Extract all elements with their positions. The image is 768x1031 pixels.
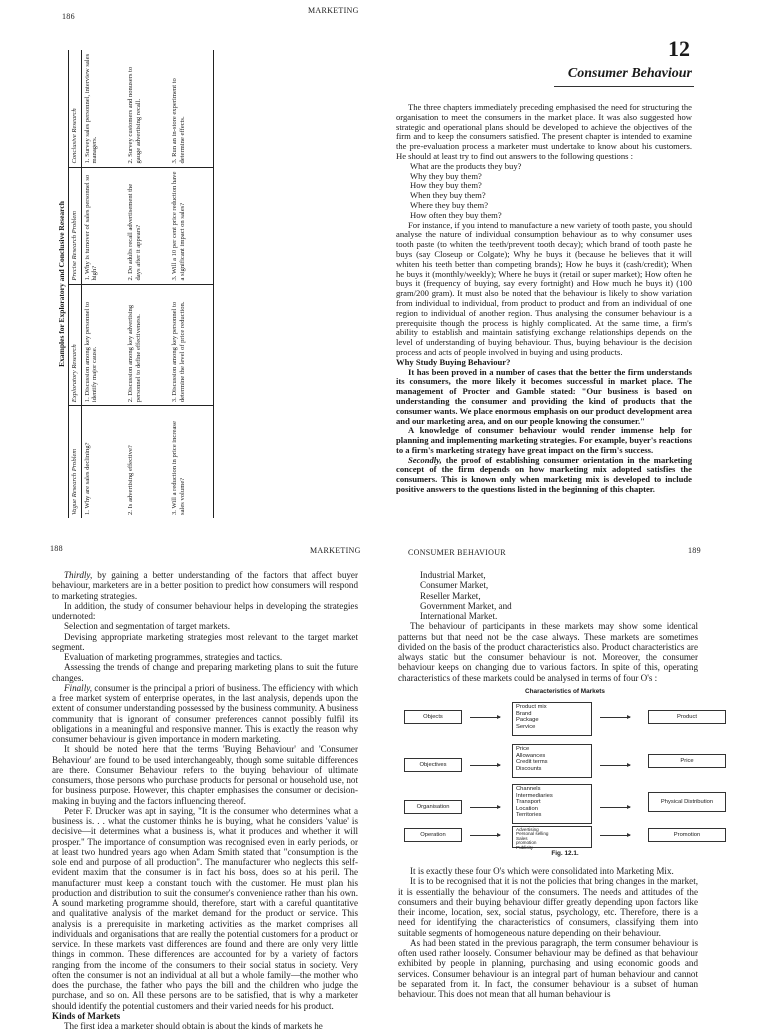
question-item: When they buy them? xyxy=(410,190,486,201)
figure-arrow xyxy=(600,807,630,808)
table-row xyxy=(81,50,125,518)
table-cell: 1. Why is turnover of sales personnel so high? xyxy=(81,167,125,284)
figure-mid-box xyxy=(512,826,592,848)
figure-mid-box xyxy=(512,784,592,824)
body-paragraph: For instance, if you intend to manufacture a new variety of tooth paste, you should analyse the nature of individual consumption behaviour as to why consumer uses tooth paste (to whiten the teeth/prevent tooth decay); which brand of tooth paste he buys (say Closeup or Colgate); Why he buys it (because he believes that it will whiten his teeth better than competing brands); How he buys it (cash/credit); When he buys it (monthly/weekly); Where he buys it (retail or super market); How often he buys it (frequency of buying, say every fortnight) and How much he buys it) (100 gram/200 gram). It must also be noted that the behaviour is likely to show variation from individual to individual, from product to product and from an individual of one region to individual of another region. Thus analysing the consumer behaviour is a prerequisite though the process is highly complicated. At the same time, a firm's ability to establish and maintain satisfying exchange relationships depends on the level of understanding of buying behaviour. Thus, buying behaviour is the decision process and acts of people involved in buying and using products. xyxy=(396,219,693,357)
strategy-item: Selection and segmentation of target markets. xyxy=(64,621,230,632)
lead-word: Finally, xyxy=(64,682,93,693)
figure-arrow xyxy=(470,835,500,836)
chapter-rule xyxy=(554,86,694,87)
page-187 xyxy=(384,0,768,530)
running-header: MARKETING xyxy=(310,546,361,555)
table-cell: 2. Discussion among key advertising personnel to define effectiveness. xyxy=(125,284,169,406)
body-paragraph: In addition, the study of consumer behaviour helps in developing the strategies undernoted: xyxy=(52,600,358,621)
market-item: Reseller Market, xyxy=(420,590,481,601)
research-table xyxy=(68,50,214,518)
body-paragraph: The behaviour of participants in these markets may show some identical patterns but that need not be the case always. These markets are sometimes divided on the basis of the product characteristics also. Product characteristics are always static but the consumer behaviour is not. Moreover, the consumer behaviour keeps on changing due to various factors. In spite of this, operating characteristics of these markets could be analysed in terms of four O's : xyxy=(398,621,698,683)
table-cell: 1. Discussion among key personnel to identify major cause. xyxy=(81,284,125,406)
table-cell: 2. Is advertising effective? xyxy=(127,445,135,515)
body-paragraph xyxy=(52,683,358,745)
table-cell: 3. Run an in-store experiment to determine effects. xyxy=(169,50,213,167)
research-table-wrapper xyxy=(56,50,218,518)
table-cell: 2. Do adults recall advertisement the days after it appears? xyxy=(125,167,169,284)
section-heading: Kinds of Markets xyxy=(52,1010,121,1021)
market-item: Consumer Market, xyxy=(420,580,489,591)
body-paragraph: It is to be recognised that it is not the policies that bring changes in the market, it is essentially the behaviour of the consumers. The needs and attitudes of the consumers and their buying behaviour differ greatly depending upon factors like their income, location, sex, social status, psychology, etc. Therefore, there is a need for identifying the characteristics of consumers, classifying them into suitable segments of homogeneous nature depending on their behaviour. xyxy=(398,876,698,938)
figure-left-box: Operation xyxy=(404,828,462,842)
figure-right-box: Product xyxy=(648,710,726,724)
figure-mid-item: Brand xyxy=(516,710,532,717)
strategy-item: Devising appropriate marketing strategies most relevant to the target market segment. xyxy=(52,631,358,652)
body-paragraph: The first idea a marketer should obtain is about the kinds of markets he xyxy=(64,1021,323,1031)
figure-mid-item: Advertising xyxy=(516,827,539,832)
characteristics-of-markets-figure xyxy=(400,688,730,864)
table-cell: 1. Why are sales declining? xyxy=(83,442,91,515)
figure-right-box: Promotion xyxy=(648,828,726,842)
figure-arrow xyxy=(600,717,630,718)
figure-mid-item: Credit terms xyxy=(516,759,548,766)
running-header: MARKETING xyxy=(308,6,359,15)
research-table-rotated xyxy=(56,50,218,518)
chapter-number: 12 xyxy=(668,36,690,61)
table-cell: 2. Survey customers and nonusers to gauge advertising recall. xyxy=(125,50,169,167)
table-row xyxy=(125,50,169,518)
table-header: Conclusive Research xyxy=(69,50,82,167)
body-paragraph xyxy=(52,570,358,601)
figure-mid-item: Allowances xyxy=(516,752,546,759)
page-body xyxy=(52,570,358,1031)
question-item: How often they buy them? xyxy=(410,209,502,220)
table-caption: Examples for Exploratory and Conclusive Research xyxy=(57,201,66,367)
running-header: CONSUMER BEHAVIOUR xyxy=(408,548,506,557)
table-cell: 3. Will a 10 per cent price reduction have a significant impact on sales? xyxy=(169,167,213,284)
paragraph-text: by gaining a better understanding of the factors that affect buyer behaviour, marketers are in a better position to predict how consumers will respond to marketing strategies. xyxy=(52,570,358,601)
figure-mid-item: Sales xyxy=(516,835,528,841)
body-paragraph: As had been stated in the previous paragraph, the term consumer behaviour is often used rather loosely. Consumer behaviour may be defined as that behaviour exhibited by people in planning, purchasing and using economic goods and services. Consumer behaviour is an integral part of human behaviour and cannot be separated from it. In fact, the consumer behaviour is a subset of human behaviour. This does not mean that all human behaviour is xyxy=(398,937,698,999)
question-item: What are the products they buy? xyxy=(410,160,522,171)
figure-mid-item: Discounts xyxy=(516,765,542,772)
lead-word: Thirdly, xyxy=(64,570,93,580)
figure-mid-box xyxy=(512,744,592,778)
figure-arrow xyxy=(470,807,500,808)
figure-mid-item: Territories xyxy=(516,812,542,819)
figure-title: Characteristics of Markets xyxy=(525,688,605,695)
figure-left-box: Objects xyxy=(404,710,462,724)
table-row xyxy=(169,50,213,518)
page-body-top xyxy=(398,570,698,683)
market-item: International Market. xyxy=(420,611,498,621)
figure-mid-item: Price xyxy=(516,746,530,752)
paragraph-text: the proof of establishing consumer orientation in the marketing concept of the firm depends on how marketing mix adopted satisfies the consumers. This is known only when marketing mix is developed to include positive answers to the questions listed in the beginning of this chapter. xyxy=(396,454,692,495)
table-header: Precise Research Problem xyxy=(69,167,82,284)
table-cell: 3. Discussion among key personnel to determine the level of price reduction. xyxy=(169,284,213,406)
question-item: Where they buy them? xyxy=(410,199,489,210)
table-header-row xyxy=(69,50,82,518)
body-paragraph: Peter F. Drucker was apt in saying, "It is the consumer who determines what a business is. . . what the customer thinks he is buying, what he considers 'value' is decisive—it determines what a business is, what it produces and whether it will prosper." The importance of consumption was recognised even in early periods, or at least two hundred years ago when Adam Smith stated that "consumption is the sole end and purpose of all production". The manufacturer who neglects this self-evident maxim that the consumer is in fact his boss, does so at his peril. The manufacturer must keep a constant touch with the customer. He must plan his production and distribution to suit the consumer's convenience rather than his own. A sound marketing programme should, therefore, start with a careful quantitative and qualitative analysis of the market demand for the product or service. This analysis is a prerequisite in marketing activities as the market comprises all individuals and organisations that are really the potential customers for a product or service. In these markets vast differences are found and there are only very little things in common. These differences are accounted for by a variety of factors ranging from the income of the consumers to their social status in society. Very often the consumer is not an individual at all but a whole family—the mother who does the purchase, the father who pays the bill and the children who judge the purchase, and so on. All these persons are to be satisfied, that is why a marketer should identify the potential customers and their varied needs for his product. xyxy=(52,805,358,1011)
intro-paragraph: The three chapters immediately preceding emphasised the need for structuring the organisation to meet the consumers in the market place. It was also suggested how strategic and operational plans should be developed to achieve the objectives of the firm and to keep the consumers satisfied. The present chapter is intended to examine the pre-evaluation process a marketer must undertake to know about his customers. He should at least try to find out answers to the following questions : xyxy=(396,102,692,161)
chapter-body xyxy=(396,103,692,495)
paragraph-text: consumer is the principal a priori of business. The efficiency with which a free market system of enterprise operates, in the last analysis, depends upon the extent of consumer understanding possessed by the business community. A business community that is ignorant of consumer preferences cannot possibly fulfil its obligations in a meaningful and responsive manner. This is exactly the reason why consumer behaviour is given importance in modern marketing. xyxy=(52,682,358,744)
question-item: How they buy them? xyxy=(410,180,482,191)
figure-arrow xyxy=(600,765,630,766)
figure-arrow xyxy=(470,717,500,718)
body-paragraph: It is exactly these four O's which were consolidated into Marketing Mix. xyxy=(410,866,674,876)
table-cell: 3. Will a reduction in price increase sales volume? xyxy=(169,406,213,518)
figure-mid-item: Publicity xyxy=(516,844,534,850)
figure-arrow xyxy=(600,835,630,836)
page-number: 188 xyxy=(50,544,63,553)
market-item: Government Market, and xyxy=(420,600,512,611)
body-paragraph: A knowledge of consumer behaviour would render immense help for planning and implementing marketing strategies. For example, buyer's reactions to a firm's marketing strategy have great impact on the firm's success. xyxy=(396,425,692,455)
figure-left-box: Objectives xyxy=(404,758,462,772)
page-number: 186 xyxy=(62,12,75,21)
questions-list xyxy=(410,162,692,221)
figure-caption: Fig. 12.1. xyxy=(551,850,579,857)
page-number: 189 xyxy=(688,546,701,555)
table-header: Vague Research Problem xyxy=(69,406,82,518)
market-item: Industrial Market, xyxy=(420,570,486,580)
figure-mid-item: Service xyxy=(516,723,536,730)
chapter-title: Consumer Behaviour xyxy=(567,66,692,81)
markets-list xyxy=(420,570,698,621)
figure-mid-item: Intermediaries xyxy=(516,792,553,799)
figure-mid-box xyxy=(512,702,592,736)
lead-word: Secondly, xyxy=(408,454,442,465)
figure-mid-item: Product mix xyxy=(516,704,547,710)
question-item: Why they buy them? xyxy=(410,170,482,181)
figure-mid-item: Personal selling xyxy=(516,831,549,837)
strategy-item: Evaluation of marketing programmes, strategies and tactics. xyxy=(64,652,283,662)
figure-arrow xyxy=(470,765,500,766)
body-paragraph xyxy=(396,456,692,495)
page-body-bottom xyxy=(398,866,698,999)
strategy-item: Assessing the trends of change and preparing marketing plans to suit the future changes. xyxy=(52,662,358,683)
body-paragraph: It has been proved in a number of cases that the better the firm understands its consumers, the more likely it becomes successful in market place. The management of Procter and Gamble stated: "Our business is based on understanding the consumer and providing the kind of products that the consumer wants. We place enormous emphasis on our product development area and our marketing area, and on our people knowing the consumer." xyxy=(396,366,692,426)
body-paragraph: It should be noted here that the terms 'Buying Behaviour' and 'Consumer Behaviour' are found to be used interchangeably, though some suitable differences are there. Consumer Behaviour refers to the buying behaviour of ultimate consumers, those persons who purchase products for personal or household use, not for business purpose. However, this chapter emphasises the consumer or decision-making in buying and the factors influencing thereof. xyxy=(52,744,358,806)
page-186 xyxy=(0,0,384,530)
figure-mid-item: Location xyxy=(516,805,538,812)
figure-right-box: Physical Distribution xyxy=(648,792,726,812)
table-header: Exploratory Research xyxy=(69,284,82,406)
figure-mid-item: promotion xyxy=(516,840,537,846)
figure-right-box: Price xyxy=(648,754,726,768)
figure-mid-item: Transport xyxy=(516,799,541,806)
section-heading: Why Study Buying Behaviour? xyxy=(396,356,511,367)
figure-mid-item: Package xyxy=(516,717,539,724)
table-cell: 1. Survey sales personnel, interview sales managers. xyxy=(81,50,125,167)
figure-left-box: Organisation xyxy=(404,800,462,814)
page-188 xyxy=(0,530,384,1031)
figure-mid-item: Channels xyxy=(516,786,541,792)
